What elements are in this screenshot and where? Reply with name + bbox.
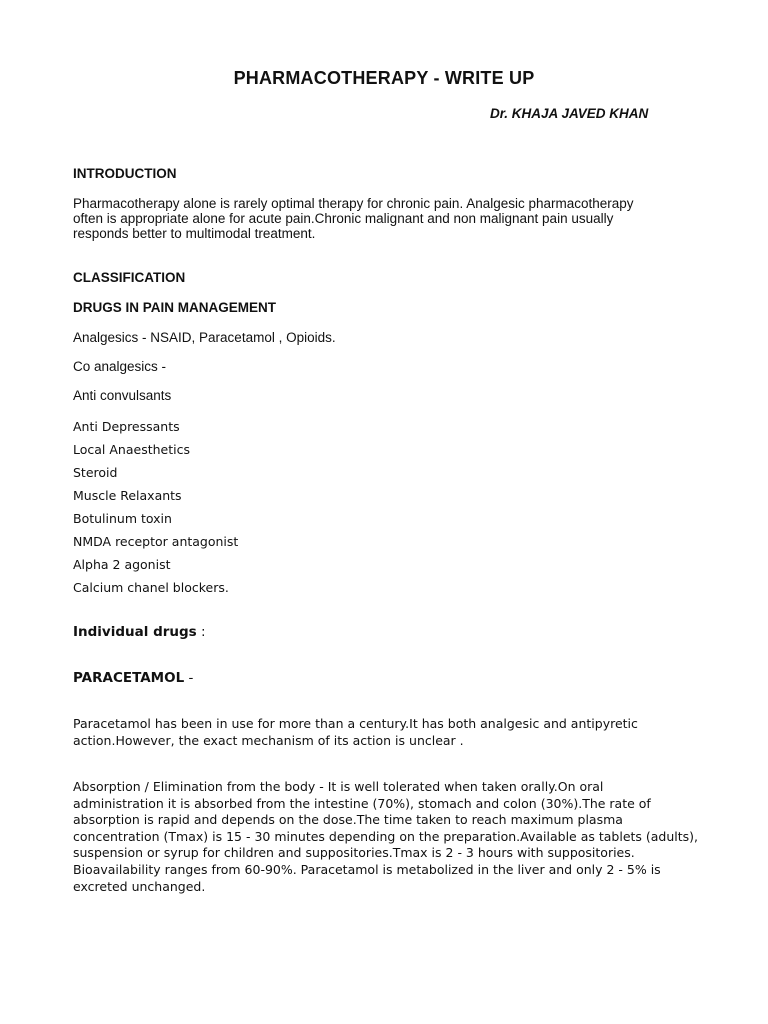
individual-drugs-label: Individual drugs <box>73 624 197 640</box>
author-name: Dr. KHAJA JAVED KHAN <box>490 106 649 121</box>
paragraph-line: administration it is absorbed from the intestine (70%), stomach and colon (30%).The rate of <box>73 795 651 811</box>
paracetamol-intro-paragraph <box>73 716 713 749</box>
individual-drugs-heading <box>73 624 206 640</box>
list-item: Alpha 2 agonist <box>73 557 171 572</box>
individual-drugs-suffix: : <box>196 624 206 640</box>
introduction-line: often is appropriate alone for acute pain.Chronic malignant and non malignant pain usually <box>73 211 614 227</box>
list-item: Botulinum toxin <box>73 511 172 526</box>
introduction-paragraph <box>73 196 703 242</box>
anti-convulsants-line: Anti convulsants <box>73 388 172 403</box>
paragraph-line: Absorption / Elimination from the body - It is well tolerated when taken orally.On oral <box>73 779 604 794</box>
introduction-heading: INTRODUCTION <box>73 166 177 181</box>
list-item: Calcium chanel blockers. <box>73 580 229 595</box>
introduction-line: Pharmacotherapy alone is rarely optimal therapy for chronic pain. Analgesic pharmacotherapy <box>73 196 634 211</box>
paragraph-line: Bioavailability ranges from 60-90%. Paracetamol is metabolized in the liver and only 2 - 5% is <box>73 861 661 877</box>
list-item: Steroid <box>73 465 118 480</box>
paracetamol-suffix: - <box>184 670 194 686</box>
list-item: Local Anaesthetics <box>73 442 190 457</box>
list-item: Muscle Relaxants <box>73 488 182 503</box>
paragraph-line: absorption is rapid and depends on the dose.The time taken to reach maximum plasma <box>73 812 623 828</box>
analgesics-line: Analgesics - NSAID, Paracetamol , Opioids. <box>73 330 336 345</box>
drugs-in-pain-management-heading: DRUGS IN PAIN MANAGEMENT <box>73 300 277 315</box>
list-item: NMDA receptor antagonist <box>73 534 239 549</box>
paragraph-line: concentration (Tmax) is 15 - 30 minutes depending on the preparation.Available as tablets (adults), <box>73 828 699 844</box>
paragraph-line: action.However, the exact mechanism of its action is unclear . <box>73 732 464 748</box>
paragraph-line: excreted unchanged. <box>73 878 206 894</box>
paragraph-line: suspension or syrup for children and suppositories.Tmax is 2 - 3 hours with suppositories. <box>73 845 635 861</box>
co-analgesics-line: Co analgesics - <box>73 359 167 374</box>
paracetamol-heading <box>73 670 193 686</box>
classification-heading: CLASSIFICATION <box>73 270 186 285</box>
paragraph-line: Paracetamol has been in use for more than a century.It has both analgesic and antipyretic <box>73 716 638 731</box>
page-title: PHARMACOTHERAPY - WRITE UP <box>233 68 535 88</box>
list-item: Anti Depressants <box>73 419 180 434</box>
paracetamol-label: PARACETAMOL <box>73 670 185 686</box>
introduction-line: responds better to multimodal treatment. <box>73 226 316 242</box>
absorption-paragraph <box>73 779 713 895</box>
